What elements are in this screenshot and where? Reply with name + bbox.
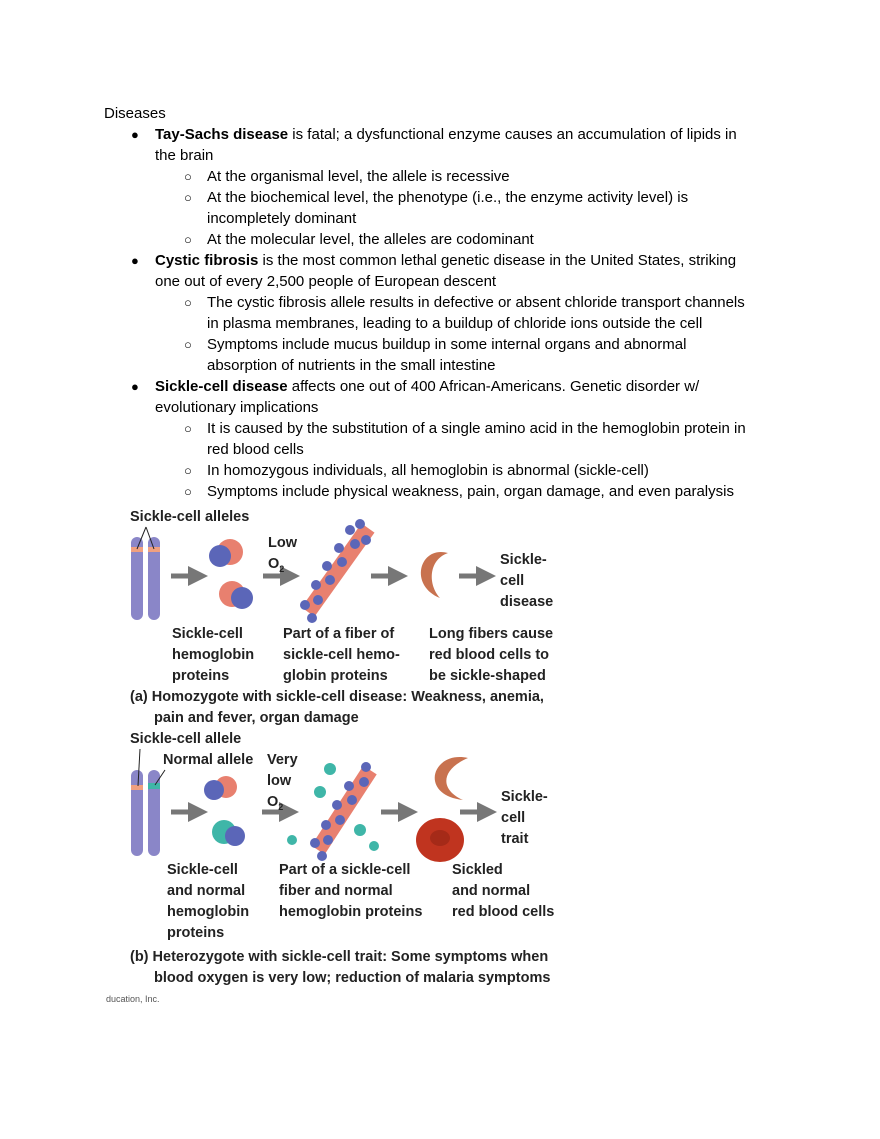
sub-bullet-text: absorption of nutrients in the small intestine bbox=[207, 357, 496, 374]
outcome-line: cell bbox=[501, 810, 526, 826]
sub-bullet-text: Symptoms include physical weakness, pain, organ damage, and even paralysis bbox=[207, 483, 734, 500]
circle-bullet-icon: ○ bbox=[184, 169, 192, 184]
hemoglobin-fiber-icon bbox=[287, 762, 379, 861]
sub-bullet-text: At the organismal level, the allele is recessive bbox=[207, 168, 510, 185]
label-sickle-cell-alleles: Sickle-cell alleles bbox=[130, 509, 250, 525]
caption-col1: hemoglobin bbox=[167, 904, 250, 920]
text-line: one out of every 2,500 people of European descent bbox=[155, 273, 497, 290]
circle-bullet-icon: ○ bbox=[184, 484, 192, 499]
label-low: Low bbox=[268, 535, 297, 551]
caption-col1: proteins bbox=[172, 668, 230, 684]
caption-col2: sickle-cell hemo- bbox=[283, 647, 400, 663]
subscript: 2 bbox=[278, 801, 284, 812]
bullet-icon: ● bbox=[131, 253, 139, 268]
o-text: O bbox=[268, 556, 280, 572]
o-text: O bbox=[267, 794, 279, 810]
chromosome-pair-icon bbox=[131, 527, 160, 620]
figure-caption-b: blood oxygen is very low; reduction of malaria symptoms bbox=[154, 970, 551, 986]
caption-col3: be sickle-shaped bbox=[429, 668, 546, 684]
caption-col3: Sickled bbox=[452, 862, 503, 878]
sub-bullet-text: The cystic fibrosis allele results in defective or absent chloride transport channels bbox=[207, 294, 745, 311]
bullet-icon: ● bbox=[131, 379, 139, 394]
label-very: Very bbox=[267, 752, 298, 768]
hemoglobin-fiber-icon bbox=[300, 519, 371, 623]
text-line: evolutionary implications bbox=[155, 399, 319, 416]
text-line: the brain bbox=[155, 147, 214, 164]
sickle-cell-icon bbox=[435, 757, 468, 800]
caption-col2: Part of a fiber of bbox=[283, 626, 395, 642]
sickle-cell-icon bbox=[421, 552, 448, 598]
label-low: low bbox=[267, 773, 292, 789]
figure-caption-a: pain and fever, organ damage bbox=[154, 710, 359, 726]
hemoglobin-protein-icon bbox=[204, 776, 245, 846]
red-blood-cell-center bbox=[430, 830, 450, 846]
sub-bullet-text: It is caused by the substitution of a single amino acid in the hemoglobin protein in bbox=[207, 420, 746, 437]
sub-bullet-text: in plasma membranes, leading to a buildup of chloride ions outside the cell bbox=[207, 315, 703, 332]
outcome-line: cell bbox=[500, 573, 525, 589]
sub-bullet-text: red blood cells bbox=[207, 441, 304, 458]
term-tay-sachs: Tay-Sachs disease bbox=[155, 126, 289, 143]
sub-bullet-text: At the biochemical level, the phenotype (i.e., the enzyme activity level) is bbox=[207, 189, 689, 206]
figure-caption-a: (a) Homozygote with sickle-cell disease: Weakness, anemia, bbox=[130, 689, 544, 705]
caption-col1: hemoglobin bbox=[172, 647, 255, 663]
sub-bullet-text: incompletely dominant bbox=[207, 210, 357, 227]
chromosome-pair-icon bbox=[131, 749, 165, 856]
caption-col3: Long fibers cause bbox=[429, 626, 554, 642]
sub-bullet-text: In homozygous individuals, all hemoglobin is abnormal (sickle-cell) bbox=[207, 462, 649, 479]
section-heading: Diseases bbox=[104, 105, 166, 122]
outcome-line: disease bbox=[500, 594, 554, 610]
caption-col1: proteins bbox=[167, 925, 225, 941]
caption-col2: fiber and normal bbox=[279, 883, 393, 899]
caption-col3: red blood cells to bbox=[429, 647, 550, 663]
term-cystic-fibrosis: Cystic fibrosis bbox=[155, 252, 259, 269]
label-o2 bbox=[268, 554, 284, 575]
caption-col2: hemoglobin proteins bbox=[279, 904, 423, 920]
figure-credit: ducation, Inc. bbox=[106, 994, 160, 1004]
circle-bullet-icon: ○ bbox=[184, 232, 192, 247]
label-sickle-cell-allele: Sickle-cell allele bbox=[130, 731, 242, 747]
circle-bullet-icon: ○ bbox=[184, 463, 192, 478]
text-line: affects one out of 400 African-Americans. Genetic disorder w/ bbox=[287, 378, 700, 395]
sub-bullet-text: Symptoms include mucus buildup in some internal organs and abnormal bbox=[207, 336, 687, 353]
bullet-icon: ● bbox=[131, 127, 139, 142]
outcome-line: Sickle- bbox=[501, 789, 548, 805]
caption-col3: and normal bbox=[452, 883, 531, 899]
text-line: is the most common lethal genetic disease in the United States, striking bbox=[258, 252, 737, 269]
caption-col2: Part of a sickle-cell bbox=[279, 862, 411, 878]
subscript: 2 bbox=[279, 563, 285, 574]
caption-col1: Sickle-cell bbox=[167, 862, 238, 878]
figure-caption-b: (b) Heterozygote with sickle-cell trait: Some symptoms when bbox=[130, 949, 549, 965]
hemoglobin-protein-icon bbox=[209, 539, 253, 609]
circle-bullet-icon: ○ bbox=[184, 421, 192, 436]
outcome-line: Sickle- bbox=[500, 552, 547, 568]
caption-col2: globin proteins bbox=[283, 668, 388, 684]
circle-bullet-icon: ○ bbox=[184, 190, 192, 205]
circle-bullet-icon: ○ bbox=[184, 337, 192, 352]
sub-bullet-text: At the molecular level, the alleles are codominant bbox=[207, 231, 534, 248]
caption-col1: and normal bbox=[167, 883, 246, 899]
caption-col3: red blood cells bbox=[452, 904, 555, 920]
term-sickle-cell: Sickle-cell disease bbox=[155, 378, 288, 395]
outcome-line: trait bbox=[501, 831, 529, 847]
label-o2 bbox=[267, 792, 283, 813]
circle-bullet-icon: ○ bbox=[184, 295, 192, 310]
caption-col1: Sickle-cell bbox=[172, 626, 243, 642]
text-line: is fatal; a dysfunctional enzyme causes an accumulation of lipids in bbox=[288, 126, 737, 143]
label-normal-allele: Normal allele bbox=[163, 752, 254, 768]
